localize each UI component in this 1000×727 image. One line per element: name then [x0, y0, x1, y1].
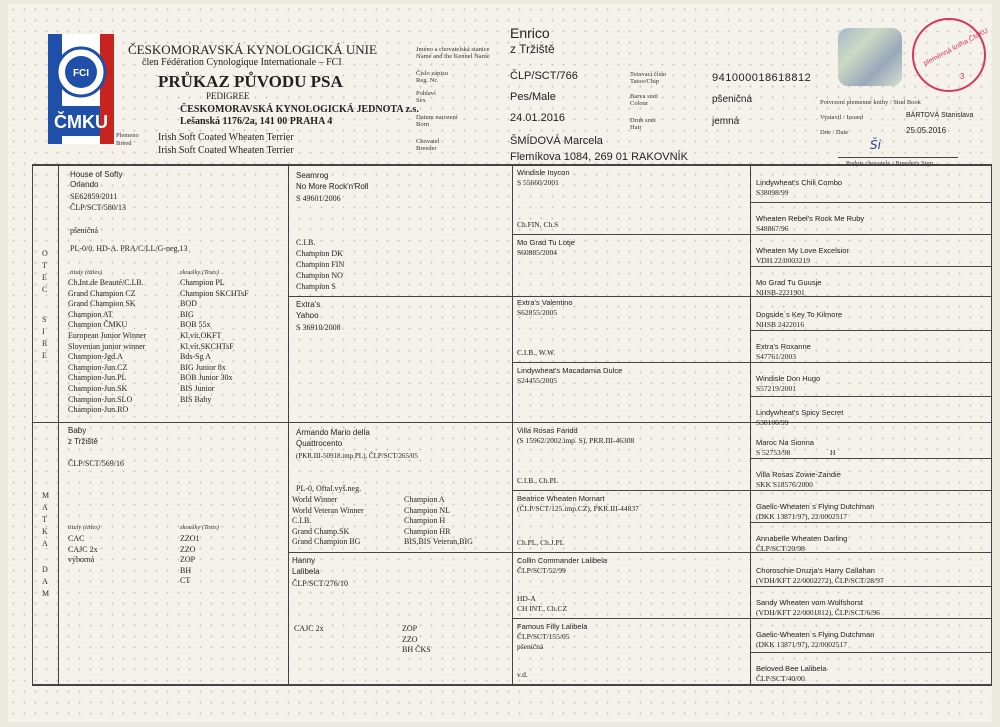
gen4-reg: ČLP/SCT/20/98 [756, 544, 805, 553]
dd-name2: Lalibela [292, 567, 320, 576]
dam-title: CAJC 2x [68, 544, 98, 554]
side-sire-en: S I R E [42, 315, 48, 360]
gen4-name: Dogside`s Key To Kilmore [756, 310, 843, 319]
stamp-number: 3 [960, 72, 965, 81]
gen4-reg: ČLP/SCT/40/00 [756, 674, 805, 683]
dd-reg: ČLP/SCT/276/10 [292, 579, 349, 588]
breeder-address: Flemíkova 1084, 269 01 RAKOVNÍK [510, 151, 688, 163]
sire-name: House of Softy [70, 170, 123, 179]
sire-tests-label: zkoušky (Tests) [180, 269, 219, 276]
ds-title: Grand Champ.SK [292, 526, 350, 536]
sire-name2: Orlando [70, 180, 99, 189]
sire-test: BIS Baby [180, 394, 212, 404]
gen3-titles: v.d. [517, 670, 528, 679]
dam-test: BH [180, 565, 192, 575]
gen4-reg: SKK S18576/2000 [756, 480, 813, 489]
sire-title: Grand Champion SK [68, 299, 136, 309]
sire-title: Champion-Jun.SK [68, 383, 128, 393]
stud-book-confirm-label: Potvrzení plemenné knihy / Stud Book [820, 99, 921, 106]
ds-test: Champion NL [404, 505, 450, 515]
dog-kennel: z Tržiště [510, 42, 555, 56]
member-line: člen Fédération Cynologique Internationale – FCI [142, 57, 342, 68]
gen4-extra: H [830, 448, 836, 457]
ss-title: Champion FIN [296, 260, 345, 269]
gen4-reg: (DKK 13871/97), 22/0002517 [756, 512, 848, 521]
ds-tests-list [404, 495, 473, 548]
dd-test: ZOP [402, 624, 418, 633]
dog-chip: 941000018618812 [712, 72, 812, 84]
issue-date: 25.05.2016 [906, 126, 947, 135]
label-hair-en: Hair [630, 124, 642, 131]
gen3-reg: ČLP/SCT/52/99 [517, 566, 566, 575]
ss-title: C.I.B. [296, 238, 316, 247]
sire-colour: pšeničná [70, 226, 98, 235]
gen4-name: Extra's Roxanne [756, 342, 811, 351]
ds-title: Grand Champion BG [292, 537, 361, 546]
logo-fci-text: FCI [72, 68, 90, 79]
label-colour-cz: Barva srsti [630, 93, 658, 100]
breed-label-en: Breed [116, 140, 132, 147]
stud-book-stamp [912, 18, 990, 92]
gen3-name: Villa Rosas Faridd [517, 426, 578, 435]
pedigree-document [8, 4, 992, 722]
ds-reg: (PKR.III-50918.imp.PL), ČLP/SCT/265/05 [296, 452, 418, 460]
gen4-name: Beloved Bee Lalibela [756, 664, 827, 673]
dd-test: ZZO [402, 634, 418, 644]
label-sex-cz: Pohlaví [416, 90, 436, 97]
gen4-name: Gaelic-Wheaten`s Flying Dutchman [756, 502, 875, 511]
doc-title: PRŮKAZ PŮVODU PSA [158, 72, 343, 91]
label-breeder-cz: Chovatel [416, 138, 440, 145]
gen4-name: Choroschie Druzja's Harry Callahan [756, 566, 875, 575]
ds-test: BIS,BIS Veteran,BIG [404, 537, 473, 546]
sire-test: Kl.vít.SKCHTsF [180, 341, 234, 351]
gen4-reg: (VDH/KFT 22/0002272), ČLP/SCT/28/97 [756, 576, 884, 585]
gen4-reg: S38098/99 [756, 188, 789, 197]
label-sex-en: Sex [416, 97, 426, 104]
dam-title: CAC [68, 534, 85, 543]
sire-titles-list [68, 278, 146, 416]
gen4-name: Gaelic-Wheaten`s Flying Dutchman [756, 630, 875, 639]
sire-reg2: ČLP/SCT/580/13 [70, 203, 127, 212]
sire-title: Champion-Jun.RO [68, 405, 129, 415]
issued-label: Vystavil / Issued [820, 114, 863, 121]
sire-test: BOB 55x [180, 320, 211, 330]
gen3-name: Extra's Valentino [517, 298, 573, 307]
gen4-reg: S 52753/98 [756, 448, 791, 457]
gen4-name: Lindywheat's Chili Combo [756, 178, 843, 187]
dog-name: Enrico [510, 25, 550, 41]
dam-tests-list [180, 534, 200, 587]
gen4-reg: (VDH/KFT 22/0001812), ČLP/SCT/6/96 [756, 608, 880, 617]
gen4-name: Maroc Na Sionna [756, 438, 814, 447]
gen3-reg: S60885/2004 [517, 248, 558, 257]
sire-titles-label: tituly (titles) [70, 269, 102, 276]
sire-title: Champion-Jun.CZ [68, 362, 128, 372]
label-reg-en: Reg. Nr. [416, 77, 438, 84]
gen3-titles: Ch.PL, Ch.J.PL [517, 538, 565, 547]
gen4-name: Sandy Wheaten vom Wolfshorst [756, 598, 863, 607]
gen4-name: Villa Rosas Zowie-Zandie [756, 470, 841, 479]
gen3-reg: S24455/2005 [517, 376, 558, 385]
side-dam-cz: M A T K A [42, 491, 50, 548]
sire-test: BOB Junior 30x [180, 373, 233, 383]
ss-title: Champion DK [296, 249, 343, 258]
sire-test: BIG Junior 8x [180, 362, 226, 372]
dog-colour: pšeničná [712, 94, 753, 105]
dam-reg: ČLP/SCT/569/16 [68, 459, 125, 468]
sire-title: Ch.Int.de Beauté/C.I.B. [68, 278, 144, 287]
gen3-reg: S 55660/2001 [517, 178, 559, 187]
svg-text:ČMKU: ČMKU [54, 112, 108, 132]
issued-by: BÁRTOVÁ Stanislava [906, 112, 974, 119]
gen3-reg: (ČLP/SCT/125.imp.CZ), PKR.III-44837 [517, 504, 639, 513]
gen4-reg: (DKK 13871/97), 22/0002517 [756, 640, 848, 649]
dd-title: CAJC 2x [294, 624, 324, 633]
gen4-reg: S38100/99 [756, 418, 789, 427]
gen3-titles: C.I.B., Ch.PL [517, 476, 559, 485]
sire-test: BOD [180, 299, 197, 309]
ds-test: Champion HR [404, 526, 451, 536]
gen3-name: Collin Commander Lalibela [517, 556, 608, 565]
gen4-reg: S48867/96 [756, 224, 789, 233]
sire-title: European Junior Winner [68, 330, 147, 340]
gen4-reg: S57219/2001 [756, 384, 797, 393]
sire-title: Slovenian junior winner [68, 341, 146, 351]
label-tattoo-en: Tatoo/Chip [630, 78, 660, 85]
gen4-reg: VDH 22/0003219 [756, 256, 810, 265]
dog-sex: Pes/Male [510, 91, 556, 103]
org-name: ČESKOMORAVSKÁ KYNOLOGICKÁ UNIE [128, 42, 377, 57]
ds-title: C.I.B. [292, 516, 312, 525]
dam-test: CT [180, 576, 191, 586]
sire-test: Champion SKCHTsF [180, 288, 249, 298]
sd-name2: Yahoo [296, 311, 319, 320]
sire-reg1: SE62859/2011 [70, 192, 118, 201]
sire-title: Grand Champion CZ [68, 288, 136, 298]
dog-hair: jemná [712, 116, 740, 127]
date-label: Dne / Date [820, 129, 849, 136]
dam-test: ZZO [180, 544, 196, 554]
label-born-en: Born [416, 121, 429, 128]
ss-title: Champion S [296, 282, 336, 291]
label-hair-cz: Druh srsti [630, 117, 656, 124]
label-name-cz: Jméno a chovatelská stanice [416, 46, 490, 53]
gen4-reg: S47761/2003 [756, 352, 797, 361]
sire-test: Bds-Sg A [180, 352, 211, 362]
gen3-titles: HD-A [517, 594, 536, 603]
issuer-address: Lešanská 1176/2a, 141 00 PRAHA 4 [180, 116, 333, 127]
breed-line-1: Irish Soft Coated Wheaten Terrier [158, 132, 294, 143]
breeder-signature: Ši [870, 138, 881, 152]
breed-label-cz: Plemeno [116, 132, 139, 139]
gen3-titles: C.I.B., W.W. [517, 348, 556, 357]
dam-kennel: z Tržiště [68, 437, 98, 446]
dd-name: Hanny [292, 556, 316, 565]
dd-test: BH ČKS [402, 645, 431, 654]
ds-name2: Quattrocento [296, 439, 343, 448]
gen4-name: Wheaten Rebel's Rock Me Ruby [756, 214, 865, 223]
stamp-text: plemenná kniha ČMKU [922, 27, 990, 68]
gen4-reg: NHSB-2221901 [756, 288, 805, 297]
ss-title: Champion NO [296, 271, 343, 280]
gen3-name: Lindywheat's Macadamia Dulce [517, 366, 623, 375]
sire-tests-list [180, 278, 249, 405]
ds-test: Champion A [404, 495, 445, 504]
dam-titles-label: tituly (titles) [68, 524, 100, 531]
hologram [838, 28, 902, 86]
ss-name2: No More Rock'n'Roll [296, 182, 369, 191]
sire-title: Champion ČMKU [68, 320, 128, 330]
label-breeder-en: Breeder [416, 145, 437, 152]
sire-title: Champion-Jun.PL [68, 373, 127, 383]
dam-name: Baby [68, 426, 87, 435]
ds-test: Champion H [404, 516, 446, 525]
label-reg-cz: Číslo zápisu [416, 70, 448, 77]
gen3-reg: ČLP/SCT/155/05 [517, 632, 570, 641]
sd-reg: S 36910/2008 [296, 323, 341, 332]
gen4-name: Mo Grad Tu Guusje [756, 278, 822, 287]
ds-health: PL-0, Oftal.vyš.neg. [296, 484, 362, 493]
gen3-reg: S62855/2005 [517, 308, 558, 317]
dam-titles-list [68, 534, 98, 566]
dam-test: ZOP [180, 555, 196, 565]
sire-test: BIG [180, 309, 194, 319]
side-sire-cz: O T E C [42, 249, 48, 294]
ds-title: World Veteran Winner [292, 505, 364, 515]
gen4-name: Lindywheat's Spicy Secret [756, 408, 844, 417]
sire-title: Champion-Jun.SLO [68, 394, 133, 404]
ss-name: Seamrog [296, 171, 329, 180]
dam-tests-label: zkoušky (Tests) [180, 524, 219, 531]
dog-reg-nr: ČLP/SCT/766 [510, 70, 578, 82]
gen3-titles: Ch.FIN, Ch.S [517, 220, 559, 229]
dog-born: 24.01.2016 [510, 112, 566, 124]
gen4-name: Wheaten My Love Excelsior [756, 246, 849, 255]
gen3-name: Mo Grad Tu Lotje [517, 238, 575, 247]
gen3-name: Famous Filly Lalibela [517, 622, 588, 631]
breeder-name: ŠMÍDOVÁ Marcela [510, 135, 603, 147]
sire-test: Kl.vít.OKFT [180, 330, 222, 340]
sire-title: Champion AT [68, 309, 113, 319]
sire-health: PL-0/0. HD-A. PRA/C/LL/G-neg.13 [70, 244, 188, 253]
gen4-name: Annabelle Wheaten Darling [756, 534, 848, 543]
doc-subtitle: PEDIGREE [206, 91, 250, 101]
gen3-name: Beatrice Wheaten Mornart [517, 494, 605, 503]
ds-name: Armando Mario della [296, 428, 370, 437]
gen3-name: Windisle Inycon [517, 168, 570, 177]
gen3-reg: (S 15962/2002.imp. S), PKR.III-46308 [517, 436, 635, 445]
sire-test: Champion PL [180, 278, 225, 287]
ds-titles-list [292, 495, 364, 548]
sire-title: Champion-Jgd.A [68, 352, 123, 362]
label-colour-en: Colour [630, 100, 649, 107]
gen3-reg2: pšeničná [517, 642, 544, 651]
breed-line-2: Irish Soft Coated Wheaten Terrier [158, 145, 294, 156]
gen4-reg: NHSB 2422016 [756, 320, 805, 329]
gen3-titles2: CH INT., Ch.CZ [517, 604, 568, 613]
ss-titles-list [296, 237, 344, 292]
side-dam-en: D A M [42, 565, 50, 598]
label-born-cz: Datum narození [416, 114, 458, 121]
cmku-logo [48, 34, 114, 144]
gen4-name: Windisle Don Hugo [756, 374, 821, 383]
ds-title: World Winner [292, 495, 338, 504]
issuer-name: ČESKOMORAVSKÁ KYNOLOGICKÁ JEDNOTA z.s. [180, 104, 419, 115]
dam-title: výborná [68, 555, 95, 565]
ss-reg: S 49601/2006 [296, 194, 341, 203]
sire-test: BIS Junior [180, 383, 215, 393]
label-name-en: Name and the Kennel Name [416, 53, 490, 60]
sd-name: Extra's [296, 300, 321, 309]
label-tattoo-cz: Tetovací číslo [630, 71, 667, 78]
dd-tests-list [402, 624, 431, 656]
dam-test: ZZO1 [180, 534, 200, 543]
